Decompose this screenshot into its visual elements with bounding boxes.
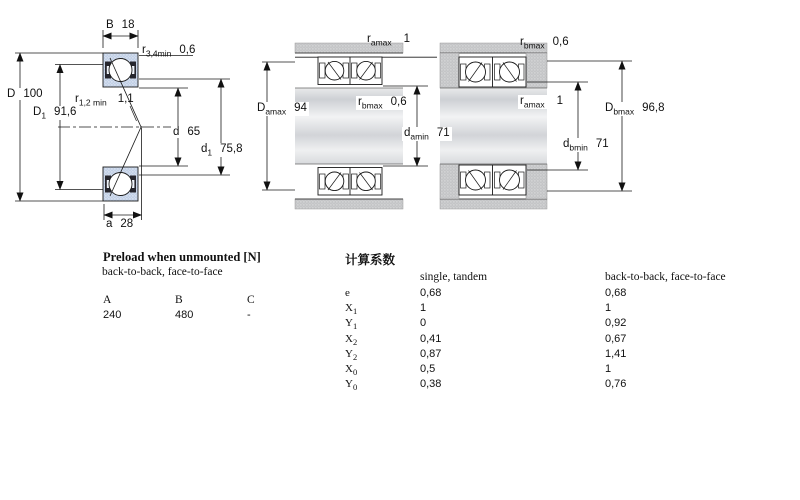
ball xyxy=(109,173,132,196)
dim-label-rbmax: $r_{bmax}$ 0,6 xyxy=(358,96,407,111)
dim-label-r34: $r_{3,4min}$ 0,6 xyxy=(142,44,196,59)
factor-row-Y0: $Y_0$ 0,38 0,76 xyxy=(345,378,627,393)
dim-label-d: d 65 xyxy=(173,126,201,138)
dim-label-Dbmax: $D_{bmax}$ 96,8 xyxy=(605,102,665,117)
factor-row-X2: $X_2$ 0,41 0,67 xyxy=(345,332,627,347)
factor-row-Y1: $Y_1$ 0 0,92 xyxy=(345,317,627,332)
preload-values-row: 240 480 - xyxy=(103,309,251,321)
ball xyxy=(109,59,132,82)
preload-table-title: Preload when unmounted [N] xyxy=(103,250,261,264)
dim-label-dbmin: $d_{bmin}$ 71 xyxy=(563,138,609,153)
dim-label-B: B 18 xyxy=(106,19,135,31)
factor-row-X1: $X_1$ 1 1 xyxy=(345,302,612,317)
dim-label-a: a 28 xyxy=(106,218,134,230)
dim-label-r12: $r_{1,2 min}$ 1,1 xyxy=(75,93,134,108)
dim-label-ramax-ff: $r_{amax}$ 1 xyxy=(520,95,564,110)
dim-label-d1: $d_1$ 75,8 xyxy=(201,143,243,158)
factor-row-e: e 0,68 0,68 xyxy=(345,287,627,299)
factor-row-X0: $X_0$ 0,5 1 xyxy=(345,362,612,378)
factors-table-rows xyxy=(345,287,765,393)
factors-col1-header: single, tandem xyxy=(420,271,488,283)
dim-label-ramax: $r_{amax}$ 1 xyxy=(367,33,411,48)
dim-label-rbmax-ff: $r_{bmax}$ 0,6 xyxy=(520,36,569,51)
factors-col2-header: back-to-back, face-to-face xyxy=(605,271,726,283)
back-to-back-figure xyxy=(262,43,437,209)
factor-row-Y2: $Y_2$ 0,87 1,41 xyxy=(345,347,627,362)
dim-label-D1: $D_1$ 91,6 xyxy=(33,106,77,121)
dim-label-damin: $d_{amin}$ 71 xyxy=(404,127,450,142)
factors-table-title: 计算系数 xyxy=(345,253,396,267)
dim-label-Damax: $D_{amax}$ 94 xyxy=(257,102,307,117)
dim-label-D: D 100 xyxy=(7,88,43,100)
single-bearing-figure xyxy=(15,30,230,220)
preload-column-headers: A B C xyxy=(103,294,255,306)
face-to-face-figure xyxy=(440,43,632,209)
preload-table-subtitle: back-to-back, face-to-face xyxy=(102,266,223,278)
